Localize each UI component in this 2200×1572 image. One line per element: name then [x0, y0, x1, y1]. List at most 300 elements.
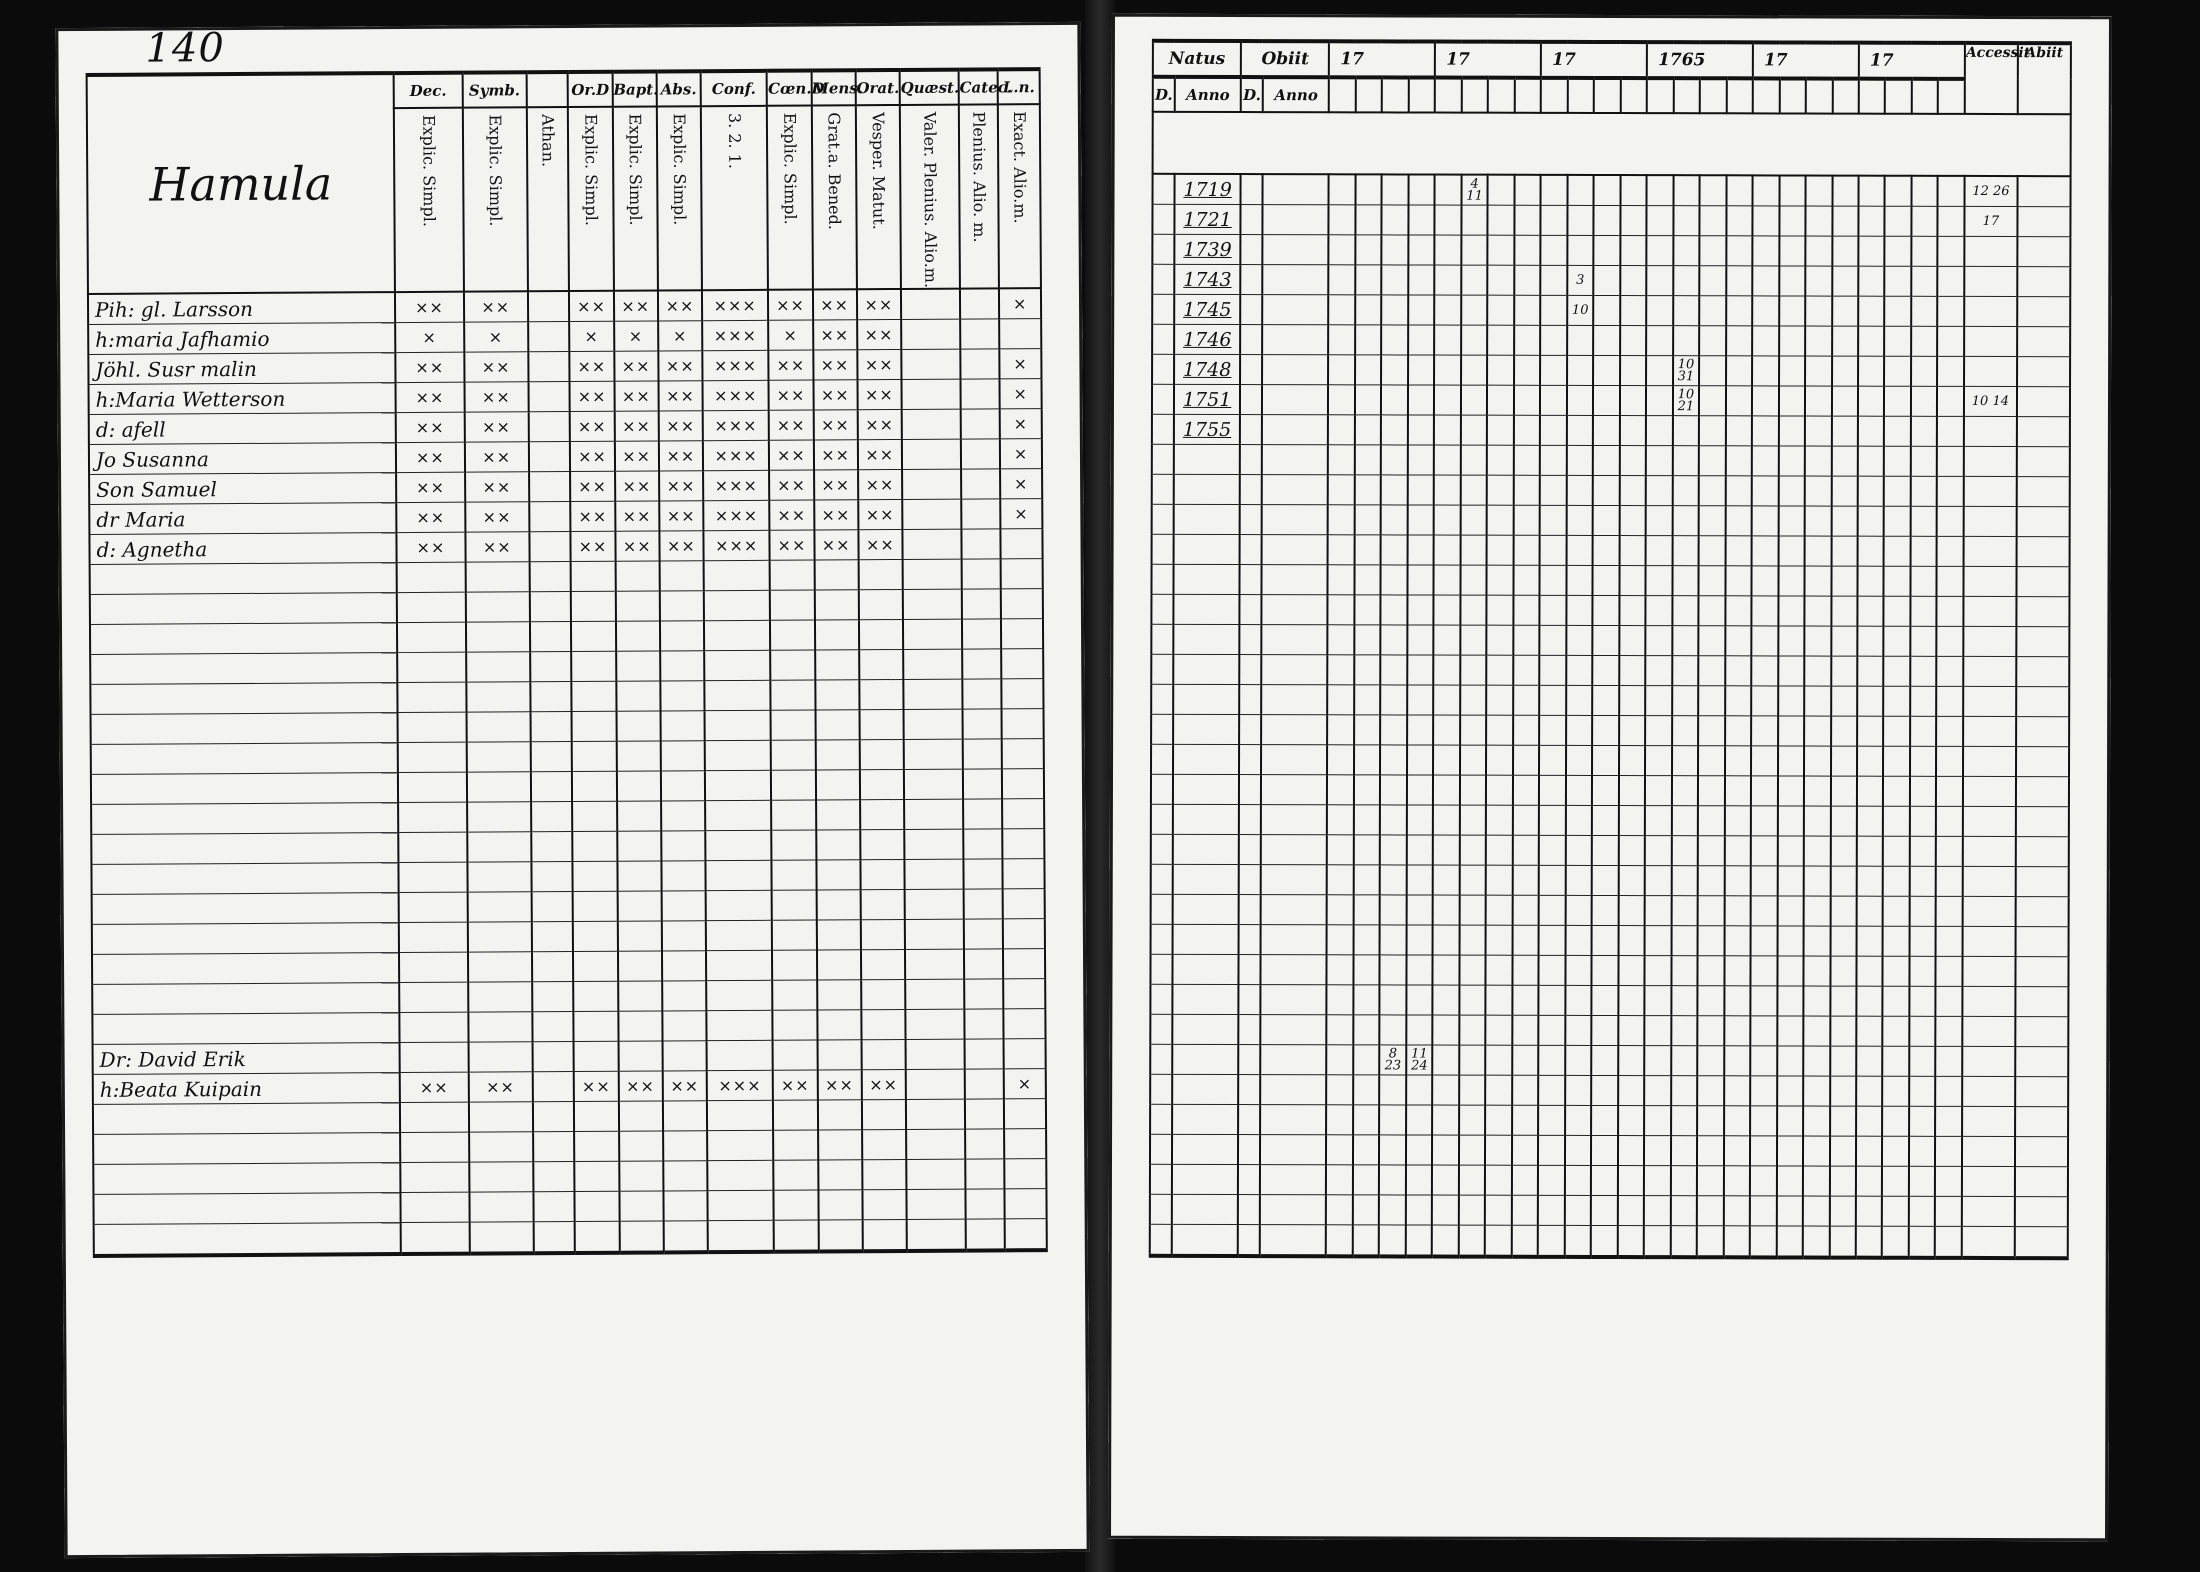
year-mark-cell	[1435, 265, 1462, 295]
mark-cell: ××	[814, 470, 858, 500]
year-mark-cell	[1435, 295, 1462, 325]
mark-cell	[400, 1042, 469, 1072]
year-mark-cell	[1379, 1195, 1406, 1225]
year-mark-cell	[1379, 1225, 1406, 1257]
year-mark-cell	[1512, 1225, 1539, 1257]
mark-cell: ×	[999, 349, 1041, 379]
year-mark-cell	[1831, 386, 1858, 416]
year-mark-cell	[1909, 926, 1936, 956]
year-mark-cell	[1884, 596, 1911, 626]
year-mark-cell	[1726, 386, 1753, 416]
mark-cell	[466, 742, 530, 772]
table-row	[1151, 924, 2069, 956]
year-mark-cell	[1381, 595, 1408, 625]
year-mark-cell	[1698, 926, 1725, 956]
mark-cell	[1002, 829, 1044, 859]
mark-cell: ×××	[702, 290, 768, 321]
year-mark-cell	[1460, 715, 1487, 745]
year-mark-cell	[1936, 1076, 1963, 1106]
person-name: h:Beata Kuipain	[93, 1073, 400, 1105]
year-mark-cell	[1804, 716, 1831, 746]
year-mark-cell	[1804, 866, 1831, 896]
mark-cell	[818, 1160, 862, 1190]
year-mark-cell	[1486, 775, 1513, 805]
year-mark-cell	[1884, 686, 1911, 716]
year-mark-cell	[1726, 236, 1753, 266]
year-mark-cell	[1327, 1075, 1354, 1105]
mark-cell	[1002, 739, 1044, 769]
birth-day-cell	[1151, 834, 1173, 864]
birth-day-cell	[1151, 864, 1173, 894]
year-mark-cell	[1407, 805, 1434, 835]
year-mark-cell	[1830, 1016, 1857, 1046]
column-header: Quæst.	[900, 70, 959, 105]
year-mark-cell	[1752, 506, 1779, 536]
year-mark-cell	[1592, 715, 1619, 745]
year-mark-cell	[1830, 776, 1857, 806]
death-day-cell	[1238, 1195, 1260, 1225]
year-mark-cell	[1832, 356, 1859, 386]
year-mark-cell	[1406, 1135, 1433, 1165]
table-row	[1150, 1014, 2068, 1046]
mark-cell	[1003, 919, 1045, 949]
mark-cell	[660, 651, 704, 681]
year-mark-cell	[1911, 356, 1938, 386]
mark-cell	[467, 772, 531, 802]
year-mark-cell	[1885, 326, 1912, 356]
year-mark-cell	[1935, 1136, 1962, 1166]
year-mark-cell	[1565, 1135, 1592, 1165]
year-mark-cell	[1857, 776, 1884, 806]
year-mark-cell	[1884, 476, 1911, 506]
table-row	[1152, 294, 2070, 326]
accessit-cell	[1962, 1076, 2015, 1106]
mark-cell	[530, 652, 572, 682]
death-day-cell	[1240, 625, 1262, 655]
year-subcolumn	[1462, 78, 1489, 113]
birth-year-cell	[1173, 684, 1239, 714]
person-name	[91, 833, 398, 865]
year-mark-cell	[1885, 176, 1912, 207]
year-mark-cell	[1541, 265, 1568, 295]
year-mark-cell	[1672, 536, 1699, 566]
year-mark-cell	[1883, 1046, 1910, 1076]
table-row	[1152, 384, 2070, 416]
mark-cell: ××	[857, 320, 901, 350]
year-mark-cell	[1644, 1226, 1671, 1258]
mark-cell	[707, 1160, 773, 1190]
death-day-cell	[1238, 1225, 1260, 1257]
year-mark-cell	[1778, 596, 1805, 626]
year-mark-cell	[1803, 1136, 1830, 1166]
year-mark-cell	[1723, 1196, 1750, 1226]
year-mark-cell	[1832, 236, 1859, 266]
year-mark-cell	[1329, 325, 1356, 355]
mark-cell	[619, 1161, 663, 1191]
mark-cell: ××	[465, 532, 529, 562]
year-subcolumn	[1515, 78, 1542, 113]
year-mark-cell	[1697, 1046, 1724, 1076]
table-row	[1152, 444, 2070, 476]
year-mark-cell	[1724, 1136, 1751, 1166]
mark-cell	[533, 1132, 575, 1162]
year-mark-cell	[1831, 536, 1858, 566]
abiit-cell	[2017, 327, 2070, 357]
year-mark-cell	[1407, 535, 1434, 565]
person-name	[90, 623, 397, 655]
mark-cell	[663, 1131, 707, 1161]
table-row	[1150, 1044, 2068, 1076]
year-mark-cell	[1777, 986, 1804, 1016]
year-mark-cell	[1619, 716, 1646, 746]
year-mark-cell	[1937, 476, 1964, 506]
year-mark-cell	[1380, 715, 1407, 745]
year-mark-cell	[1380, 805, 1407, 835]
table-row	[1151, 894, 2069, 926]
mark-cell: ××	[858, 440, 902, 470]
year-mark-cell	[1593, 565, 1620, 595]
year-mark-cell	[1381, 385, 1408, 415]
birth-year-cell	[1172, 1014, 1238, 1044]
mark-cell	[816, 860, 860, 890]
mark-cell	[660, 711, 704, 741]
year-subcolumn	[1329, 77, 1356, 112]
year-mark-cell	[1539, 1045, 1566, 1075]
mark-cell	[469, 1192, 533, 1222]
year-mark-cell	[1539, 775, 1566, 805]
year-mark-cell	[1670, 1196, 1697, 1226]
accessit-cell	[1962, 1016, 2015, 1046]
mark-cell	[468, 952, 532, 982]
mark-cell	[571, 591, 615, 621]
year-mark-cell	[1883, 776, 1910, 806]
year-mark-cell	[1646, 326, 1673, 356]
year-mark-cell	[1752, 326, 1779, 356]
mark-cell: ××	[663, 1071, 707, 1101]
mark-cell	[575, 1191, 619, 1221]
year-mark-cell	[1856, 1196, 1883, 1226]
year-mark-cell	[1673, 326, 1700, 356]
mark-cell	[705, 801, 771, 831]
table-row	[94, 1219, 1047, 1256]
year-mark-cell	[1910, 776, 1937, 806]
year-mark-cell	[1512, 895, 1539, 925]
year-mark-cell	[1379, 1135, 1406, 1165]
year-mark-cell	[1672, 566, 1699, 596]
year-mark-cell	[1724, 806, 1751, 836]
mark-cell	[469, 1102, 533, 1132]
mark-cell	[529, 502, 571, 532]
year-mark-cell	[1778, 656, 1805, 686]
year-mark-cell	[1513, 745, 1540, 775]
mark-cell	[962, 589, 1001, 619]
mark-cell	[663, 1191, 707, 1221]
year-mark-cell	[1778, 416, 1805, 446]
mark-cell: ××	[817, 1070, 861, 1100]
mark-cell	[816, 950, 860, 980]
year-mark-cell	[1354, 655, 1381, 685]
death-year-cell	[1262, 355, 1328, 385]
accessit-cell	[1964, 506, 2017, 536]
mark-cell	[467, 862, 531, 892]
year-mark-cell	[1856, 1046, 1883, 1076]
mark-cell	[401, 1222, 470, 1254]
year-mark-cell	[1565, 985, 1592, 1015]
year-mark-cell	[1752, 356, 1779, 386]
year-mark-cell	[1645, 866, 1672, 896]
column-subheader	[568, 107, 613, 291]
mark-cell	[905, 889, 964, 919]
year-mark-cell	[1327, 1045, 1354, 1075]
year-mark-cell	[1884, 416, 1911, 446]
mark-cell	[960, 379, 999, 409]
birth-year-cell	[1174, 474, 1240, 504]
person-name	[90, 563, 397, 595]
year-mark-cell	[1672, 716, 1699, 746]
year-mark-cell	[1407, 745, 1434, 775]
mark-cell	[661, 801, 705, 831]
year-mark-cell	[1909, 956, 1936, 986]
year-mark-cell	[1592, 655, 1619, 685]
year-mark-cell	[1381, 685, 1408, 715]
year-mark-cell	[1355, 325, 1382, 355]
year-mark-cell	[1751, 596, 1778, 626]
year-mark-cell	[1936, 836, 1963, 866]
mark-cell	[862, 1130, 906, 1160]
year-mark-cell	[1725, 476, 1752, 506]
year-mark-cell	[1830, 1046, 1857, 1076]
mark-cell	[859, 740, 903, 770]
mark-cell	[468, 982, 532, 1012]
mark-cell: ××	[857, 289, 901, 320]
mark-cell	[660, 681, 704, 711]
year-mark-cell	[1803, 1106, 1830, 1136]
abiit-cell	[2016, 867, 2069, 897]
mark-cell	[575, 1221, 619, 1253]
column-group-headers	[87, 69, 1040, 110]
mark-cell	[965, 1099, 1004, 1129]
mark-cell	[466, 682, 530, 712]
birth-day-cell	[1151, 624, 1173, 654]
year-mark-cell	[1461, 445, 1488, 475]
year-mark-cell	[1539, 745, 1566, 775]
mark-cell: ××	[658, 381, 702, 411]
accessit-cell	[1963, 626, 2016, 656]
year-mark-cell	[1354, 865, 1381, 895]
year-mark-cell	[1327, 835, 1354, 865]
year-mark-cell	[1883, 1106, 1910, 1136]
year-mark-cell	[1461, 385, 1488, 415]
year-mark-cell	[1328, 565, 1355, 595]
year-mark-cell	[1699, 266, 1726, 296]
death-year-cell	[1261, 895, 1327, 925]
year-mark-cell	[1618, 926, 1645, 956]
mark-cell	[773, 1040, 817, 1070]
mark-cell: ××	[814, 500, 858, 530]
year-mark-cell	[1882, 1226, 1909, 1258]
year-mark-cell	[1432, 1165, 1459, 1195]
birth-day-cell	[1151, 744, 1173, 774]
year-mark-cell	[1858, 476, 1885, 506]
accessit-cell	[1963, 716, 2016, 746]
year-mark-cell	[1673, 175, 1700, 206]
year-mark-cell	[1514, 325, 1541, 355]
mark-cell	[961, 529, 1000, 559]
year-mark-cell	[1620, 266, 1647, 296]
birth-day-cell	[1150, 984, 1172, 1014]
death-day-cell	[1238, 1165, 1260, 1195]
mark-cell	[964, 979, 1003, 1009]
year-mark-cell	[1857, 716, 1884, 746]
birth-day-cell	[1152, 444, 1174, 474]
year-mark-cell	[1354, 835, 1381, 865]
year-mark-cell	[1858, 386, 1885, 416]
year-mark-cell	[1538, 1225, 1565, 1257]
accessit-cell	[1963, 806, 2016, 836]
year-mark-cell	[1672, 446, 1699, 476]
mark-cell	[400, 1132, 469, 1162]
death-day-cell	[1239, 835, 1261, 865]
birth-day-cell	[1150, 1104, 1172, 1134]
right-column-headers	[1153, 41, 2071, 79]
year-mark-cell	[1962, 1046, 2015, 1076]
year-subcolumn	[1647, 78, 1674, 113]
year-mark-cell	[1937, 626, 1964, 656]
abiit-cell	[2017, 297, 2070, 327]
year-mark-cell	[1460, 805, 1487, 835]
year-mark-cell	[1618, 1016, 1645, 1046]
mark-cell	[1001, 589, 1043, 619]
year-mark-cell	[1645, 746, 1672, 776]
accessit-cell	[1962, 956, 2015, 986]
year-mark-cell	[1565, 1045, 1592, 1075]
year-mark-cell	[1751, 806, 1778, 836]
mark-cell	[903, 559, 962, 589]
year-mark-cell	[1832, 326, 1859, 356]
birth-year-cell	[1173, 894, 1239, 924]
mark-cell: ×××	[702, 351, 768, 381]
mark-cell	[1004, 1039, 1046, 1069]
year-mark-cell	[1830, 866, 1857, 896]
abiit-cell	[2017, 267, 2070, 297]
mark-cell	[905, 919, 964, 949]
year-mark-cell	[1751, 776, 1778, 806]
mark-cell	[662, 951, 706, 981]
mark-cell	[1001, 559, 1043, 589]
year-mark-cell	[1699, 326, 1726, 356]
mark-cell	[618, 981, 662, 1011]
year-mark-cell	[1751, 686, 1778, 716]
year-mark-cell	[1911, 296, 1938, 326]
column-subheader	[900, 105, 960, 290]
year-mark-cell	[1408, 445, 1435, 475]
year-mark-cell	[1857, 866, 1884, 896]
person-name	[91, 773, 398, 805]
mark-cell: ××	[857, 380, 901, 410]
year-mark-cell	[1593, 265, 1620, 295]
year-mark-cell	[1619, 596, 1646, 626]
mark-cell	[858, 560, 902, 590]
year-mark-cell	[1751, 866, 1778, 896]
mark-cell: ××	[400, 1072, 469, 1102]
year-mark-cell	[1804, 836, 1831, 866]
year-mark-cell	[1408, 235, 1435, 265]
mark-cell	[469, 1162, 533, 1192]
year-subcolumn	[1912, 79, 1939, 114]
year-mark-cell	[1354, 775, 1381, 805]
year-mark-cell	[1646, 536, 1673, 566]
death-year-cell	[1262, 655, 1328, 685]
column-header: Or.D	[568, 72, 612, 107]
year-mark-cell	[1805, 506, 1832, 536]
mark-cell: ××	[465, 442, 529, 472]
mark-cell	[467, 802, 531, 832]
mark-cell	[528, 291, 570, 322]
year-mark-cell	[1380, 835, 1407, 865]
mark-cell	[901, 319, 960, 349]
year-mark-cell	[1645, 986, 1672, 1016]
year-mark-cell	[1671, 896, 1698, 926]
mark-cell	[965, 1129, 1004, 1159]
mark-cell	[774, 1190, 818, 1220]
year-mark-cell	[1407, 595, 1434, 625]
year-mark-cell	[1620, 175, 1647, 206]
death-day-cell	[1239, 865, 1261, 895]
mark-cell	[571, 621, 615, 651]
mark-cell: ××	[768, 290, 812, 321]
mark-cell: ××	[769, 410, 813, 440]
mark-cell	[662, 921, 706, 951]
year-mark-cell	[1540, 295, 1567, 325]
birth-year-cell: 1745	[1174, 294, 1240, 324]
mark-cell: ××	[769, 440, 813, 470]
year-mark-cell	[1883, 926, 1910, 956]
obiit-header: Obiit	[1241, 41, 1329, 77]
year-mark-cell	[1328, 445, 1355, 475]
year-mark-cell	[1618, 1106, 1645, 1136]
person-name	[91, 743, 398, 775]
year-mark-cell	[1539, 835, 1566, 865]
year-mark-cell	[1938, 296, 1965, 326]
year-mark-cell	[1619, 686, 1646, 716]
year-mark-cell	[1803, 1076, 1830, 1106]
year-mark-cell	[1434, 505, 1461, 535]
year-mark-cell	[1434, 475, 1461, 505]
mark-cell	[773, 1100, 817, 1130]
year-mark-cell	[1382, 174, 1409, 205]
mark-cell	[903, 709, 962, 739]
year-mark-cell	[1433, 925, 1460, 955]
year-column-header: 17	[1435, 42, 1541, 78]
year-mark-cell	[1354, 535, 1381, 565]
mark-cell	[465, 562, 529, 592]
mark-cell	[399, 982, 468, 1012]
year-mark-cell	[1354, 625, 1381, 655]
birth-day-cell	[1150, 954, 1172, 984]
person-name	[90, 683, 397, 715]
year-mark-cell	[1699, 356, 1726, 386]
year-mark-cell	[1909, 1106, 1936, 1136]
birth-day-cell	[1152, 204, 1174, 234]
year-mark-cell	[1540, 355, 1567, 385]
year-mark-cell	[1777, 1076, 1804, 1106]
mark-cell: ×	[1000, 469, 1042, 499]
year-mark-cell	[1646, 386, 1673, 416]
year-mark-cell	[1646, 506, 1673, 536]
mark-cell	[772, 950, 816, 980]
table-row	[1152, 264, 2070, 296]
year-mark-cell	[1408, 355, 1435, 385]
